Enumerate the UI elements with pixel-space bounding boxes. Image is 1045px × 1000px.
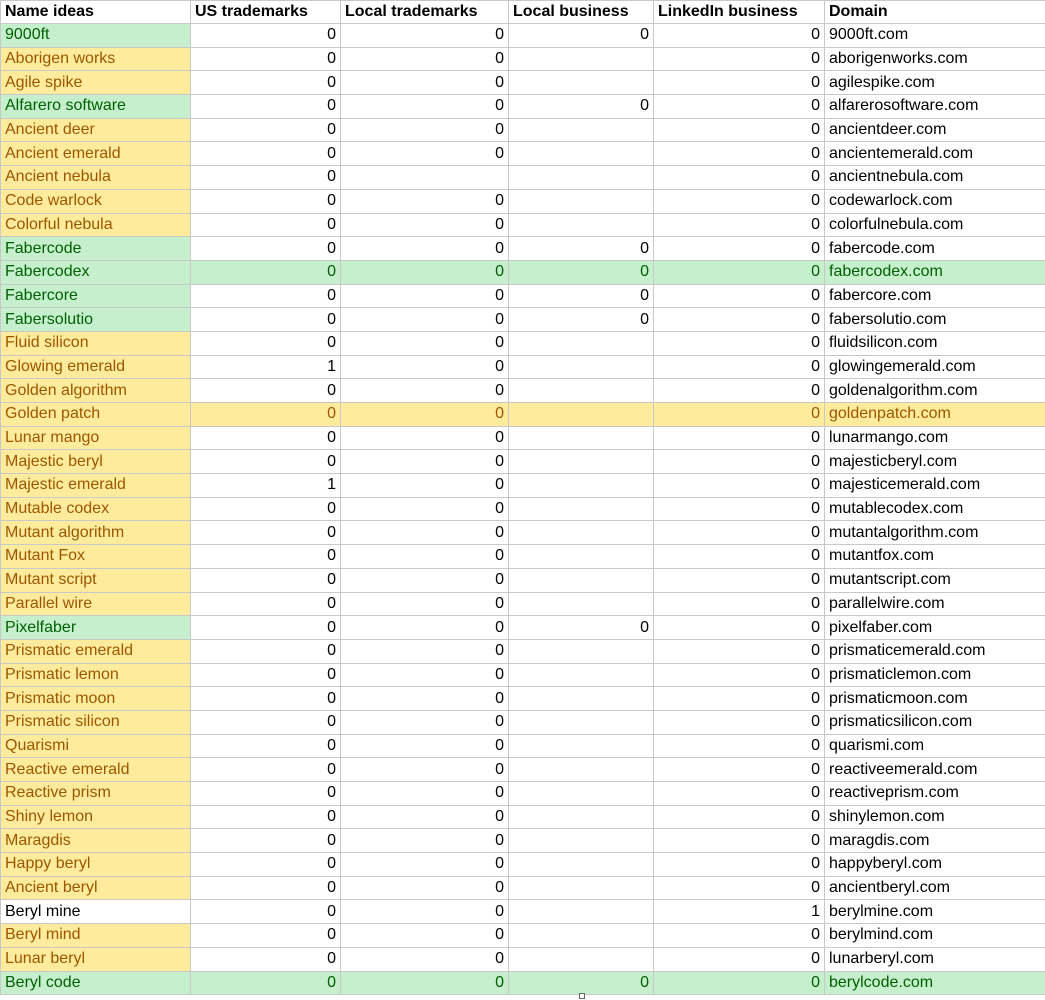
- linkedin-business-cell[interactable]: 0: [654, 710, 825, 734]
- linkedin-business-cell[interactable]: 0: [654, 829, 825, 853]
- linkedin-business-cell[interactable]: 0: [654, 118, 825, 142]
- us-trademarks-cell[interactable]: 0: [191, 876, 341, 900]
- local-business-cell[interactable]: [509, 403, 654, 427]
- header-cell-local-trademarks[interactable]: Local trademarks: [341, 1, 509, 24]
- us-trademarks-cell[interactable]: 0: [191, 331, 341, 355]
- table-row: [1, 189, 1045, 213]
- local-trademarks-cell[interactable]: 0: [341, 237, 509, 261]
- local-business-cell[interactable]: 0: [509, 24, 654, 48]
- table-row: [1, 331, 1045, 355]
- domain-cell[interactable]: 9000ft.com: [825, 24, 1045, 48]
- local-trademarks-cell[interactable]: 0: [341, 497, 509, 521]
- table-row: [1, 829, 1045, 853]
- linkedin-business-cell[interactable]: 0: [654, 568, 825, 592]
- us-trademarks-cell[interactable]: 0: [191, 450, 341, 474]
- table-row: [1, 47, 1045, 71]
- linkedin-business-cell[interactable]: 0: [654, 426, 825, 450]
- name-cell[interactable]: Prismatic silicon: [1, 710, 191, 734]
- local-business-cell[interactable]: [509, 355, 654, 379]
- linkedin-business-cell[interactable]: 0: [654, 521, 825, 545]
- name-cell[interactable]: Golden patch: [1, 403, 191, 427]
- linkedin-business-cell[interactable]: 0: [654, 379, 825, 403]
- domain-cell[interactable]: majesticemerald.com: [825, 474, 1045, 498]
- name-cell[interactable]: Prismatic lemon: [1, 663, 191, 687]
- local-business-cell[interactable]: [509, 450, 654, 474]
- table-row: [1, 166, 1045, 190]
- linkedin-business-cell[interactable]: 0: [654, 876, 825, 900]
- local-business-cell[interactable]: [509, 829, 654, 853]
- domain-cell[interactable]: fabercodex.com: [825, 260, 1045, 284]
- us-trademarks-cell[interactable]: 0: [191, 568, 341, 592]
- name-cell[interactable]: Aborigen works: [1, 47, 191, 71]
- table-row: [1, 568, 1045, 592]
- domain-cell[interactable]: colorfulnebula.com: [825, 213, 1045, 237]
- us-trademarks-cell[interactable]: 0: [191, 189, 341, 213]
- local-trademarks-cell[interactable]: 0: [341, 189, 509, 213]
- local-business-cell[interactable]: [509, 782, 654, 806]
- local-trademarks-cell[interactable]: 0: [341, 876, 509, 900]
- table-row: [1, 426, 1045, 450]
- domain-cell[interactable]: mutantscript.com: [825, 568, 1045, 592]
- domain-cell[interactable]: lunarberyl.com: [825, 947, 1045, 971]
- local-business-cell[interactable]: [509, 687, 654, 711]
- linkedin-business-cell[interactable]: 0: [654, 497, 825, 521]
- local-business-cell[interactable]: [509, 924, 654, 948]
- linkedin-business-cell[interactable]: 0: [654, 924, 825, 948]
- us-trademarks-cell[interactable]: 0: [191, 639, 341, 663]
- linkedin-business-cell[interactable]: 0: [654, 616, 825, 640]
- linkedin-business-cell[interactable]: 0: [654, 687, 825, 711]
- table-row: [1, 379, 1045, 403]
- table-row: [1, 474, 1045, 498]
- local-trademarks-cell[interactable]: 0: [341, 616, 509, 640]
- linkedin-business-cell[interactable]: 0: [654, 260, 825, 284]
- us-trademarks-cell[interactable]: 0: [191, 142, 341, 166]
- local-business-cell[interactable]: [509, 166, 654, 190]
- us-trademarks-cell[interactable]: 0: [191, 426, 341, 450]
- table-row: [1, 521, 1045, 545]
- local-trademarks-cell[interactable]: 0: [341, 687, 509, 711]
- linkedin-business-cell[interactable]: 0: [654, 758, 825, 782]
- table-row: [1, 95, 1045, 119]
- us-trademarks-cell[interactable]: 0: [191, 663, 341, 687]
- name-cell[interactable]: Fabercore: [1, 284, 191, 308]
- domain-cell[interactable]: happyberyl.com: [825, 853, 1045, 877]
- name-cell[interactable]: Lunar mango: [1, 426, 191, 450]
- name-cell[interactable]: 9000ft: [1, 24, 191, 48]
- us-trademarks-cell[interactable]: 1: [191, 355, 341, 379]
- header-cell-us-trademarks[interactable]: US trademarks: [191, 1, 341, 24]
- local-business-cell[interactable]: [509, 639, 654, 663]
- local-trademarks-cell[interactable]: 0: [341, 568, 509, 592]
- local-trademarks-cell[interactable]: [341, 166, 509, 190]
- local-trademarks-cell[interactable]: 0: [341, 95, 509, 119]
- domain-cell[interactable]: reactiveprism.com: [825, 782, 1045, 806]
- us-trademarks-cell[interactable]: 0: [191, 213, 341, 237]
- linkedin-business-cell[interactable]: 0: [654, 355, 825, 379]
- linkedin-business-cell[interactable]: 1: [654, 900, 825, 924]
- us-trademarks-cell[interactable]: 0: [191, 118, 341, 142]
- domain-cell[interactable]: fabersolutio.com: [825, 308, 1045, 332]
- local-business-cell[interactable]: 0: [509, 616, 654, 640]
- us-trademarks-cell[interactable]: 0: [191, 497, 341, 521]
- table-row: [1, 947, 1045, 971]
- linkedin-business-cell[interactable]: 0: [654, 166, 825, 190]
- name-cell[interactable]: Parallel wire: [1, 592, 191, 616]
- us-trademarks-cell[interactable]: 0: [191, 592, 341, 616]
- linkedin-business-cell[interactable]: 0: [654, 971, 825, 995]
- table-row: [1, 545, 1045, 569]
- table-row: [1, 805, 1045, 829]
- domain-cell[interactable]: berylmind.com: [825, 924, 1045, 948]
- local-trademarks-cell[interactable]: 0: [341, 758, 509, 782]
- header-cell-linkedin-business[interactable]: LinkedIn business: [654, 1, 825, 24]
- domain-cell[interactable]: maragdis.com: [825, 829, 1045, 853]
- local-trademarks-cell[interactable]: 0: [341, 829, 509, 853]
- table-row: [1, 876, 1045, 900]
- local-trademarks-cell[interactable]: 0: [341, 118, 509, 142]
- linkedin-business-cell[interactable]: 0: [654, 782, 825, 806]
- local-business-cell[interactable]: [509, 592, 654, 616]
- linkedin-business-cell[interactable]: 0: [654, 947, 825, 971]
- local-trademarks-cell[interactable]: 0: [341, 734, 509, 758]
- local-business-cell[interactable]: [509, 900, 654, 924]
- table-row: [1, 687, 1045, 711]
- local-business-cell[interactable]: [509, 118, 654, 142]
- local-business-cell[interactable]: 0: [509, 284, 654, 308]
- domain-cell[interactable]: prismaticmoon.com: [825, 687, 1045, 711]
- local-trademarks-cell[interactable]: 0: [341, 47, 509, 71]
- us-trademarks-cell[interactable]: 0: [191, 900, 341, 924]
- us-trademarks-cell[interactable]: 0: [191, 758, 341, 782]
- local-trademarks-cell[interactable]: 0: [341, 213, 509, 237]
- name-cell[interactable]: Glowing emerald: [1, 355, 191, 379]
- local-business-cell[interactable]: [509, 853, 654, 877]
- name-cell[interactable]: Beryl mine: [1, 900, 191, 924]
- domain-cell[interactable]: ancientdeer.com: [825, 118, 1045, 142]
- linkedin-business-cell[interactable]: 0: [654, 71, 825, 95]
- us-trademarks-cell[interactable]: 0: [191, 95, 341, 119]
- name-cell[interactable]: Mutant algorithm: [1, 521, 191, 545]
- table-row: [1, 592, 1045, 616]
- domain-cell[interactable]: aborigenworks.com: [825, 47, 1045, 71]
- table-row: [1, 403, 1045, 427]
- name-cell[interactable]: Majestic beryl: [1, 450, 191, 474]
- linkedin-business-cell[interactable]: 0: [654, 47, 825, 71]
- local-business-cell[interactable]: [509, 734, 654, 758]
- name-cell[interactable]: Lunar beryl: [1, 947, 191, 971]
- name-cell[interactable]: Fluid silicon: [1, 331, 191, 355]
- domain-cell[interactable]: quarismi.com: [825, 734, 1045, 758]
- local-trademarks-cell[interactable]: 0: [341, 355, 509, 379]
- local-trademarks-cell[interactable]: 0: [341, 924, 509, 948]
- local-business-cell[interactable]: [509, 426, 654, 450]
- name-cell[interactable]: Beryl code: [1, 971, 191, 995]
- domain-cell[interactable]: glowingemerald.com: [825, 355, 1045, 379]
- linkedin-business-cell[interactable]: 0: [654, 663, 825, 687]
- table-row: [1, 497, 1045, 521]
- selection-resize-handle[interactable]: [579, 993, 585, 999]
- name-cell[interactable]: Maragdis: [1, 829, 191, 853]
- local-business-cell[interactable]: [509, 47, 654, 71]
- local-trademarks-cell[interactable]: 0: [341, 592, 509, 616]
- domain-cell[interactable]: mutantalgorithm.com: [825, 521, 1045, 545]
- linkedin-business-cell[interactable]: 0: [654, 308, 825, 332]
- local-trademarks-cell[interactable]: 0: [341, 853, 509, 877]
- table-row: [1, 663, 1045, 687]
- us-trademarks-cell[interactable]: 0: [191, 545, 341, 569]
- domain-cell[interactable]: berylcode.com: [825, 971, 1045, 995]
- table-row: [1, 118, 1045, 142]
- local-business-cell[interactable]: 0: [509, 971, 654, 995]
- local-trademarks-cell[interactable]: 0: [341, 947, 509, 971]
- local-trademarks-cell[interactable]: 0: [341, 971, 509, 995]
- local-business-cell[interactable]: [509, 805, 654, 829]
- linkedin-business-cell[interactable]: 0: [654, 734, 825, 758]
- domain-cell[interactable]: fabercore.com: [825, 284, 1045, 308]
- us-trademarks-cell[interactable]: 0: [191, 379, 341, 403]
- table-row: [1, 971, 1045, 995]
- local-trademarks-cell[interactable]: 0: [341, 805, 509, 829]
- local-trademarks-cell[interactable]: 0: [341, 331, 509, 355]
- name-cell[interactable]: Alfarero software: [1, 95, 191, 119]
- domain-cell[interactable]: parallelwire.com: [825, 592, 1045, 616]
- table-row: [1, 142, 1045, 166]
- domain-cell[interactable]: shinylemon.com: [825, 805, 1045, 829]
- local-business-cell[interactable]: 0: [509, 95, 654, 119]
- table-row: [1, 450, 1045, 474]
- table-row: [1, 284, 1045, 308]
- linkedin-business-cell[interactable]: 0: [654, 95, 825, 119]
- name-cell[interactable]: Fabercodex: [1, 260, 191, 284]
- table-row: [1, 734, 1045, 758]
- linkedin-business-cell[interactable]: 0: [654, 142, 825, 166]
- name-cell[interactable]: Fabercode: [1, 237, 191, 261]
- domain-cell[interactable]: mutablecodex.com: [825, 497, 1045, 521]
- name-cell[interactable]: Majestic emerald: [1, 474, 191, 498]
- linkedin-business-cell[interactable]: 0: [654, 545, 825, 569]
- us-trademarks-cell[interactable]: 0: [191, 924, 341, 948]
- linkedin-business-cell[interactable]: 0: [654, 24, 825, 48]
- us-trademarks-cell[interactable]: 0: [191, 403, 341, 427]
- local-trademarks-cell[interactable]: 0: [341, 24, 509, 48]
- local-trademarks-cell[interactable]: 0: [341, 284, 509, 308]
- local-trademarks-cell[interactable]: 0: [341, 450, 509, 474]
- linkedin-business-cell[interactable]: 0: [654, 474, 825, 498]
- us-trademarks-cell[interactable]: 0: [191, 521, 341, 545]
- local-business-cell[interactable]: [509, 545, 654, 569]
- local-business-cell[interactable]: [509, 189, 654, 213]
- name-cell[interactable]: Quarismi: [1, 734, 191, 758]
- linkedin-business-cell[interactable]: 0: [654, 237, 825, 261]
- linkedin-business-cell[interactable]: 0: [654, 213, 825, 237]
- table-row: [1, 260, 1045, 284]
- us-trademarks-cell[interactable]: 0: [191, 829, 341, 853]
- us-trademarks-cell[interactable]: 0: [191, 782, 341, 806]
- name-cell[interactable]: Beryl mind: [1, 924, 191, 948]
- linkedin-business-cell[interactable]: 0: [654, 853, 825, 877]
- domain-cell[interactable]: majesticberyl.com: [825, 450, 1045, 474]
- local-trademarks-cell[interactable]: 0: [341, 379, 509, 403]
- local-trademarks-cell[interactable]: 0: [341, 308, 509, 332]
- local-trademarks-cell[interactable]: 0: [341, 545, 509, 569]
- name-cell[interactable]: Ancient deer: [1, 118, 191, 142]
- name-cell[interactable]: Pixelfaber: [1, 616, 191, 640]
- table-row: [1, 782, 1045, 806]
- domain-cell[interactable]: lunarmango.com: [825, 426, 1045, 450]
- domain-cell[interactable]: fabercode.com: [825, 237, 1045, 261]
- local-business-cell[interactable]: [509, 71, 654, 95]
- local-business-cell[interactable]: [509, 497, 654, 521]
- local-trademarks-cell[interactable]: 0: [341, 474, 509, 498]
- local-trademarks-cell[interactable]: 0: [341, 663, 509, 687]
- domain-cell[interactable]: goldenpatch.com: [825, 403, 1045, 427]
- linkedin-business-cell[interactable]: 0: [654, 189, 825, 213]
- name-cell[interactable]: Happy beryl: [1, 853, 191, 877]
- us-trademarks-cell[interactable]: 0: [191, 947, 341, 971]
- local-business-cell[interactable]: [509, 379, 654, 403]
- linkedin-business-cell[interactable]: 0: [654, 403, 825, 427]
- table-row: [1, 71, 1045, 95]
- us-trademarks-cell[interactable]: 0: [191, 710, 341, 734]
- us-trademarks-cell[interactable]: 0: [191, 805, 341, 829]
- us-trademarks-cell[interactable]: 0: [191, 616, 341, 640]
- local-trademarks-cell[interactable]: 0: [341, 426, 509, 450]
- domain-cell[interactable]: alfarerosoftware.com: [825, 95, 1045, 119]
- local-trademarks-cell[interactable]: 0: [341, 710, 509, 734]
- linkedin-business-cell[interactable]: 0: [654, 331, 825, 355]
- linkedin-business-cell[interactable]: 0: [654, 284, 825, 308]
- name-cell[interactable]: Code warlock: [1, 189, 191, 213]
- name-cell[interactable]: Ancient beryl: [1, 876, 191, 900]
- us-trademarks-cell[interactable]: 0: [191, 47, 341, 71]
- name-cell[interactable]: Prismatic emerald: [1, 639, 191, 663]
- header-row: [1, 1, 1045, 24]
- us-trademarks-cell[interactable]: 0: [191, 237, 341, 261]
- local-business-cell[interactable]: [509, 331, 654, 355]
- table-row: [1, 853, 1045, 877]
- table-row: [1, 237, 1045, 261]
- local-business-cell[interactable]: 0: [509, 260, 654, 284]
- table-row: [1, 924, 1045, 948]
- header-cell-domain[interactable]: Domain: [825, 1, 1045, 24]
- us-trademarks-cell[interactable]: 0: [191, 971, 341, 995]
- domain-cell[interactable]: ancientberyl.com: [825, 876, 1045, 900]
- table-row: [1, 308, 1045, 332]
- linkedin-business-cell[interactable]: 0: [654, 639, 825, 663]
- table-row: [1, 616, 1045, 640]
- linkedin-business-cell[interactable]: 0: [654, 592, 825, 616]
- local-trademarks-cell[interactable]: 0: [341, 260, 509, 284]
- header-cell-local-business[interactable]: Local business: [509, 1, 654, 24]
- name-cell[interactable]: Mutant script: [1, 568, 191, 592]
- linkedin-business-cell[interactable]: 0: [654, 805, 825, 829]
- us-trademarks-cell[interactable]: 0: [191, 853, 341, 877]
- domain-cell[interactable]: fluidsilicon.com: [825, 331, 1045, 355]
- name-cell[interactable]: Reactive prism: [1, 782, 191, 806]
- us-trademarks-cell[interactable]: 0: [191, 71, 341, 95]
- linkedin-business-cell[interactable]: 0: [654, 450, 825, 474]
- local-business-cell[interactable]: [509, 663, 654, 687]
- domain-cell[interactable]: prismaticlemon.com: [825, 663, 1045, 687]
- name-cell[interactable]: Shiny lemon: [1, 805, 191, 829]
- local-trademarks-cell[interactable]: 0: [341, 71, 509, 95]
- name-cell[interactable]: Mutable codex: [1, 497, 191, 521]
- local-trademarks-cell[interactable]: 0: [341, 403, 509, 427]
- table-row: [1, 355, 1045, 379]
- domain-cell[interactable]: ancientnebula.com: [825, 166, 1045, 190]
- local-business-cell[interactable]: [509, 710, 654, 734]
- local-trademarks-cell[interactable]: 0: [341, 142, 509, 166]
- name-cell[interactable]: Ancient nebula: [1, 166, 191, 190]
- table-row: [1, 758, 1045, 782]
- name-cell[interactable]: Fabersolutio: [1, 308, 191, 332]
- us-trademarks-cell[interactable]: 0: [191, 24, 341, 48]
- table-row: [1, 710, 1045, 734]
- local-business-cell[interactable]: [509, 213, 654, 237]
- us-trademarks-cell[interactable]: 0: [191, 687, 341, 711]
- domain-cell[interactable]: codewarlock.com: [825, 189, 1045, 213]
- local-business-cell[interactable]: [509, 474, 654, 498]
- name-cell[interactable]: Mutant Fox: [1, 545, 191, 569]
- local-trademarks-cell[interactable]: 0: [341, 782, 509, 806]
- domain-cell[interactable]: goldenalgorithm.com: [825, 379, 1045, 403]
- domain-cell[interactable]: agilespike.com: [825, 71, 1045, 95]
- local-business-cell[interactable]: [509, 568, 654, 592]
- table-row: [1, 900, 1045, 924]
- table-row: [1, 639, 1045, 663]
- us-trademarks-cell[interactable]: 0: [191, 166, 341, 190]
- name-cell[interactable]: Ancient emerald: [1, 142, 191, 166]
- us-trademarks-cell[interactable]: 0: [191, 260, 341, 284]
- local-business-cell[interactable]: 0: [509, 308, 654, 332]
- local-business-cell[interactable]: [509, 521, 654, 545]
- local-trademarks-cell[interactable]: 0: [341, 900, 509, 924]
- header-cell-name-ideas[interactable]: Name ideas: [1, 1, 191, 24]
- name-cell[interactable]: Prismatic moon: [1, 687, 191, 711]
- table-row: [1, 213, 1045, 237]
- local-business-cell[interactable]: [509, 876, 654, 900]
- domain-cell[interactable]: mutantfox.com: [825, 545, 1045, 569]
- name-cell[interactable]: Colorful nebula: [1, 213, 191, 237]
- local-business-cell[interactable]: [509, 758, 654, 782]
- us-trademarks-cell[interactable]: 0: [191, 284, 341, 308]
- local-trademarks-cell[interactable]: 0: [341, 521, 509, 545]
- local-business-cell[interactable]: [509, 947, 654, 971]
- local-trademarks-cell[interactable]: 0: [341, 639, 509, 663]
- domain-cell[interactable]: berylmine.com: [825, 900, 1045, 924]
- us-trademarks-cell[interactable]: 1: [191, 474, 341, 498]
- domain-cell[interactable]: reactiveemerald.com: [825, 758, 1045, 782]
- us-trademarks-cell[interactable]: 0: [191, 308, 341, 332]
- domain-cell[interactable]: ancientemerald.com: [825, 142, 1045, 166]
- table-row: [1, 24, 1045, 48]
- domain-cell[interactable]: prismaticsilicon.com: [825, 710, 1045, 734]
- local-business-cell[interactable]: 0: [509, 237, 654, 261]
- domain-cell[interactable]: prismaticemerald.com: [825, 639, 1045, 663]
- name-cell[interactable]: Reactive emerald: [1, 758, 191, 782]
- local-business-cell[interactable]: [509, 142, 654, 166]
- name-cell[interactable]: Golden algorithm: [1, 379, 191, 403]
- domain-cell[interactable]: pixelfaber.com: [825, 616, 1045, 640]
- us-trademarks-cell[interactable]: 0: [191, 734, 341, 758]
- name-cell[interactable]: Agile spike: [1, 71, 191, 95]
